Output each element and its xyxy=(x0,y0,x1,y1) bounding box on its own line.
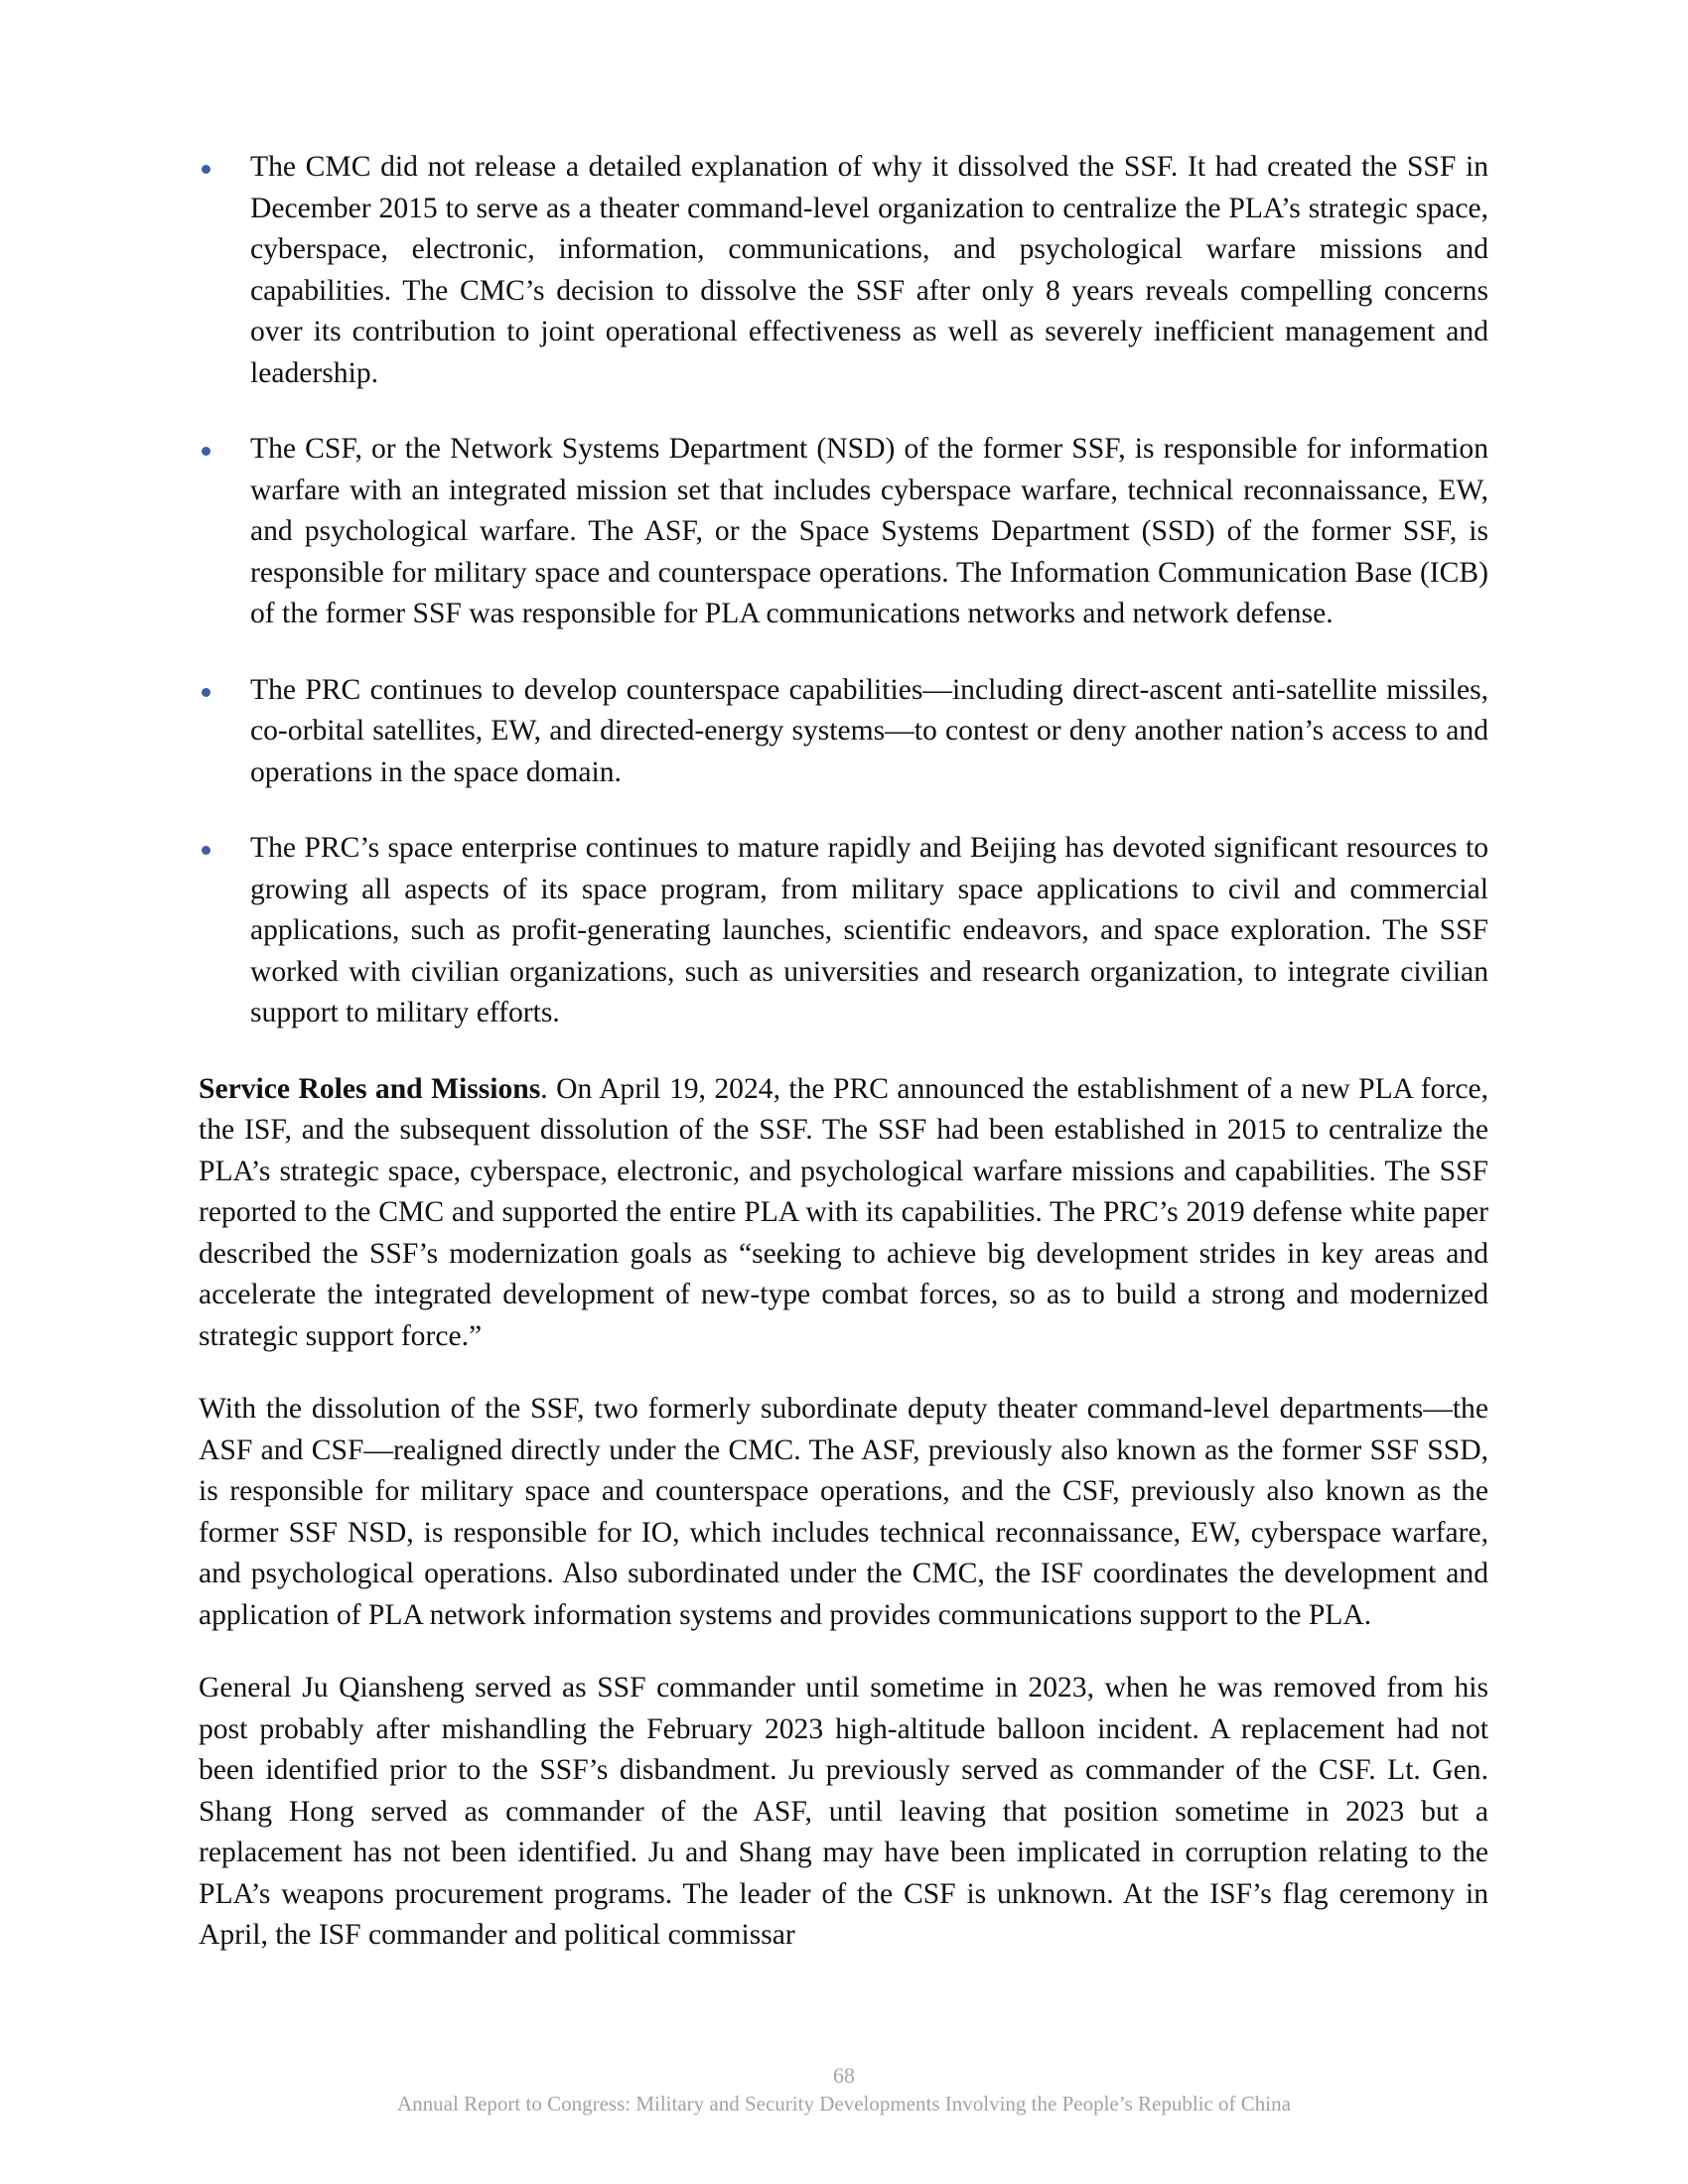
bullet-icon xyxy=(202,846,211,855)
section-heading: Service Roles and Missions xyxy=(199,1072,541,1105)
paragraph-service-roles xyxy=(199,1069,1488,1358)
paragraph-text: With the dissolution of the SSF, two formerly subordinate deputy theater command-level departments—the ASF and CSF—realigned directly under the CMC. The ASF, previously also known as the former SSF SSD, is responsible for military space and counterspace operations, and the CSF, previously also known as the former SSF NSD, is responsible for IO, which includes technical reconnaissance, EW, cyberspace warfare, and psychological operations. Also subordinated under the CMC, the ISF coordinates the development and application of PLA network information systems and provides communications support to the PLA. xyxy=(199,1393,1488,1631)
bullet-text: The CSF, or the Network Systems Department (NSD) of the former SSF, is responsible for information warfare with an integrated mission set that includes cyberspace warfare, technical reconnaissance, EW, and psychological warfare. The ASF, or the Space Systems Department (SSD) of the former SSF, is responsible for military space and counterspace operations. The Information Communication Base (ICB) of the former SSF was responsible for PLA communications networks and network defense. xyxy=(250,433,1488,629)
bullet-icon xyxy=(202,688,211,697)
bullet-icon xyxy=(202,447,211,456)
bullet-text: The PRC’s space enterprise continues to mature rapidly and Beijing has devoted significant resources to growing all aspects of its space program, from military space applications to civil and commercial applications, such as profit-generating launches, scientific endeavors, and space exploration. The SSF worked with civilian organizations, such as universities and research organization, to integrate civilian support to military efforts. xyxy=(250,832,1488,1028)
footer-title: Annual Report to Congress: Military and Security Developments Involving the People’s Republic of China xyxy=(397,2092,1291,2116)
bullet-item xyxy=(199,670,1488,794)
bullet-item xyxy=(199,828,1488,1034)
paragraph-text: General Ju Qiansheng served as SSF commander until sometime in 2023, when he was removed from his post probably after mishandling the February 2023 high-altitude balloon incident. A replacement had not been identified prior to the SSF’s disbandment. Ju previously served as commander of the CSF. Lt. Gen. Shang Hong served as commander of the ASF, until leaving that position sometime in 2023 but a replacement has not been identified. Ju and Shang may have been implicated in corruption relating to the PLA’s weapons procurement programs. The leader of the CSF is unknown. At the ISF’s flag ceremony in April, the ISF commander and political commissar xyxy=(199,1672,1488,1951)
page-body xyxy=(199,147,1488,1988)
page-number: 68 xyxy=(833,2063,855,2088)
bullet-text: The CMC did not release a detailed explanation of why it dissolved the SSF. It had created the SSF in December 2015 to serve as a theater command-level organization to centralize the PLA’s strategic space, cyberspace, electronic, information, communications, and psychological warfare missions and capabilities. The CMC’s decision to dissolve the SSF after only 8 years reveals compelling concerns over its contribution to joint operational effectiveness as well as severely inefficient management and leadership. xyxy=(250,151,1488,389)
bullet-item xyxy=(199,429,1488,635)
bullet-icon xyxy=(202,165,211,174)
paragraph-text: . On April 19, 2024, the PRC announced the establishment of a new PLA force, the ISF, and the subsequent dissolution of the SSF. The SSF had been established in 2015 to centralize the PLA’s strategic space, cyberspace, electronic, and psychological warfare missions and capabilities. The SSF reported to the CMC and supported the entire PLA with its capabilities. The PRC’s 2019 defense white paper described the SSF’s modernization goals as “seeking to achieve big development strides in key areas and accelerate the integrated development of new-type combat forces, so as to build a strong and modernized strategic support force.” xyxy=(199,1072,1489,1352)
paragraph-leadership xyxy=(199,1668,1488,1957)
bullet-text: The PRC continues to develop counterspace capabilities—including direct-ascent anti-satellite missiles, co-orbital satellites, EW, and directed-energy systems—to contest or deny another nation’s access to and operations in the space domain. xyxy=(250,673,1488,788)
key-takeaways-list xyxy=(199,147,1488,1034)
paragraph-dissolution xyxy=(199,1389,1488,1636)
bullet-item xyxy=(199,147,1488,394)
